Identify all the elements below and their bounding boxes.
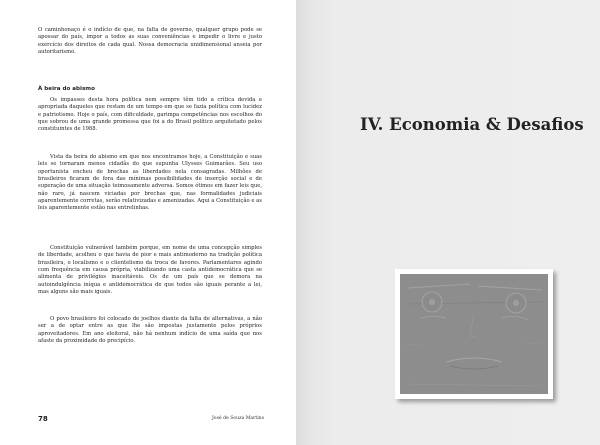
chapter-photo	[400, 274, 548, 394]
intro-paragraph: O caminhonaço é o indício de que, na falta de governo, qualquer grupo pode se apossar do país, impor a todos as suas conveniências e impedir o livre e justo exercício dos direitos de cada qual. Nossa democracia unidimensional anseia por autoritarismo.	[38, 27, 262, 56]
section-heading: À beira do abismo	[38, 86, 95, 92]
paragraph-3: Constituição vulnerável também porque, em nome de uma concepção simples de liberdade, acolheu o que havia de pior e mais antimoderno na tradição política brasileira, o localismo e o clientelismo da troca de favores. Parlamentares agindo com frequência em causa própria, viabilizando uma casta antidemocrática que se alimenta de privilégios inaceitáveis. Os de um país que se demora na autoindulgência iníqua e antidemocrática de que todos são iguais perante a lei, mas alguns são mais iguais.	[38, 245, 262, 296]
paragraph-2: Vista da beira do abismo em que nos encontramos hoje, a Constituição e suas leis se tornaram menos cidadãs do que supunha Ulysses Guimarães. Seu uso oportunista encheu de brechas as liberdades nela consagradas. Milhões de brasileiros ficaram de fora das mínimas possibilidades de inserção social e de superação de uma situação teimosamente adversa. Somos ótimos em fazer leis que, não raro, já nascem viciadas por brechas que, nas formalidades judiciais aparentemente corretas, serão relativizadas e amenizadas. Aqui a Constituição e as leis aparentemente estão nas entrelinhas.	[38, 154, 262, 212]
page-number: 78	[38, 415, 48, 423]
photo-embossed-face-image	[400, 274, 548, 394]
paragraph-1: Os impasses desta hora política nem sempre têm tido a crítica devida e apropriada daqueles que restam de um tempo em que se fazia política com lucidez e patriotismo. Hoje o país, com dificuldade, garimpa competências nos escolhos do que sobrou de uma grande promessa que foi a do Brasil político arquitetado pelos constituintes de 1988.	[38, 97, 262, 133]
photo-frame	[395, 269, 553, 399]
running-footer-author: José de Souza Martins	[211, 416, 264, 421]
paragraph-4: O povo brasileiro foi colocado de joelhos diante da falta de alternativas, a não ser a de optar entre as que lhe são impostas justamente pelos próprios aproveitadores. Em ano eleitoral, não há nenhum indício de uma saída que nos afaste da proximidade do precipício.	[38, 316, 262, 345]
left-page	[0, 0, 296, 445]
chapter-title: IV. Economia & Desafios	[360, 115, 584, 134]
